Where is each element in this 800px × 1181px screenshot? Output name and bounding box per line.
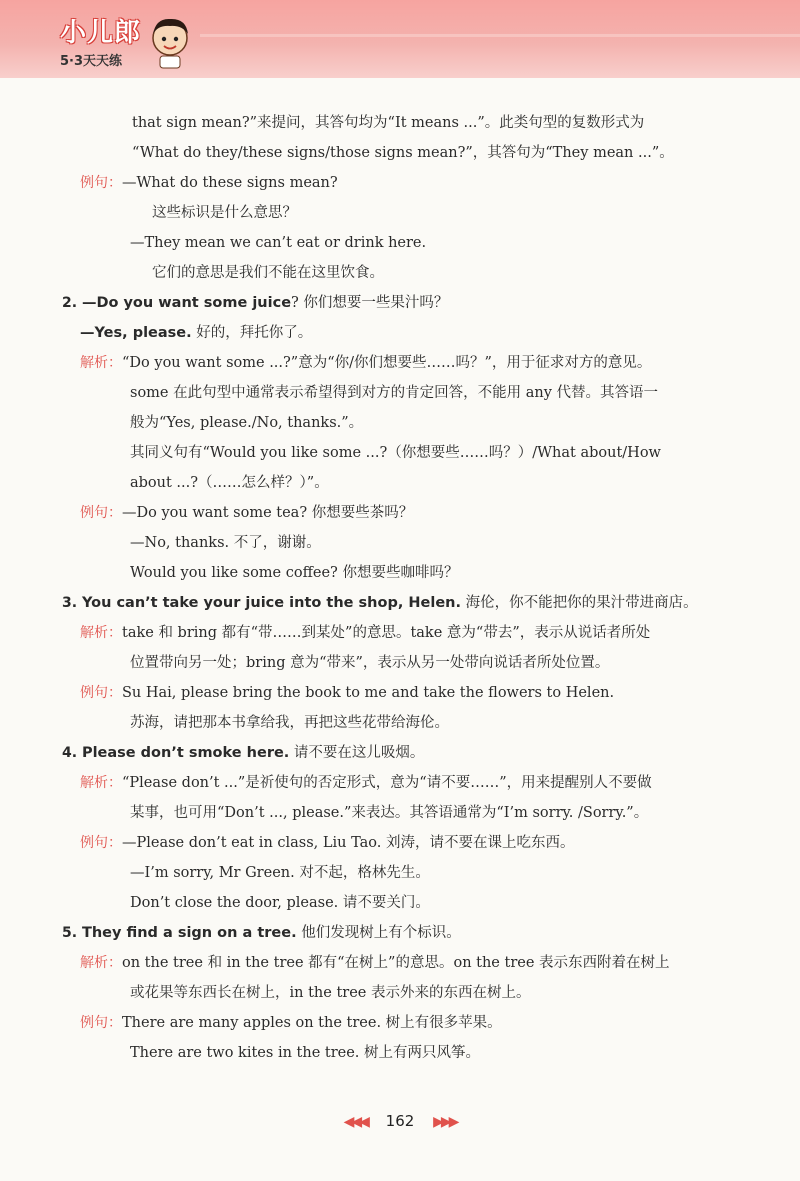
text-line [60,438,770,468]
text-line [60,978,770,1008]
text-line [60,648,770,678]
sentence-english: You can’t take your juice into the shop, Helen. [81,595,461,611]
line-text: —What do these signs mean? [122,175,338,191]
text-line [60,798,770,828]
text-line [60,558,770,588]
item-number: 5. [62,925,82,941]
sentence-english: —Do you want some juice [81,295,292,311]
line-text: about ...?（……怎么样？）”。 [130,475,329,491]
line-text: Don’t close the door, please. 请不要关门。 [130,895,430,911]
text-line [60,1038,770,1068]
line-text: —Do you want some tea? 你想要些茶吗？ [122,505,414,521]
text-line [60,108,770,138]
line-text: “Do you want some ...?”意为“你/你们想要些……吗？”，用于征求对方的意见。 [122,355,652,371]
section-tag-label: 解析： [80,355,122,371]
translation-line [60,258,770,288]
sentence-heading [60,318,770,348]
tagged-line [60,168,770,198]
sentence-heading [60,588,770,618]
page-footer [0,1112,800,1130]
text-line [60,228,770,258]
line-text: —They mean we can’t eat or drink here. [130,235,427,251]
section-tag-label: 例句： [80,835,122,851]
line-text: 这些标识是什么意思？ [152,205,297,221]
sentence-heading [60,738,770,768]
section-tag-label: 例句： [80,175,122,191]
item-number: 3. [62,595,82,611]
line-text: —I’m sorry, Mr Green. 对不起，格林先生。 [130,865,430,881]
line-text: Would you like some coffee? 你想要些咖啡吗？ [130,565,459,581]
sentence-translation: 请不要在这儿吸烟。 [289,745,425,761]
page-header-band [0,0,800,78]
sentence-translation: 好的，拜托你了。 [191,325,313,341]
line-text: take 和 bring 都有“带……到某处”的意思。take 意为“带去”，表示从说话者所处 [122,625,651,641]
line-text: There are many apples on the tree. 树上有很多苹果。 [122,1015,502,1031]
sentence-english: They find a sign on a tree. [81,925,297,941]
line-text: some 在此句型中通常表示希望得到对方的肯定回答，不能用 any 代替。其答语一 [130,385,659,401]
line-text: 某事，也可用“Don’t ..., please.”来表达。其答语通常为“I’m sorry. /Sorry.”。 [130,805,649,821]
tagged-line [60,678,770,708]
line-text: —No, thanks. 不了，谢谢。 [130,535,321,551]
line-text: on the tree 和 in the tree 都有“在树上”的意思。on the tree 表示东西附着在树上 [122,955,670,971]
tagged-line [60,618,770,648]
sentence-translation: ? 你们想要一些果汁吗？ [291,295,449,311]
section-tag-label: 例句： [80,685,122,701]
logo-title: 小儿郎 [60,18,142,48]
sentence-english: —Yes, please. [80,325,192,341]
tagged-line [60,948,770,978]
page-content [60,108,770,1068]
item-number: 4. [62,745,82,761]
tagged-line [60,768,770,798]
text-line [60,888,770,918]
sentence-heading [60,918,770,948]
section-tag-label: 例句： [80,505,122,521]
text-line [60,708,770,738]
section-tag-label: 例句： [80,1015,122,1031]
next-arrows-icon: ▶▶▶ [433,1114,457,1130]
item-number: 2. [62,295,82,311]
text-line [60,468,770,498]
sentence-english: Please don’t smoke here. [81,745,290,761]
line-text: Su Hai, please bring the book to me and take the flowers to Helen. [122,685,615,701]
sentence-translation: 海伦，你不能把你的果汁带进商店。 [460,595,698,611]
text-line [60,138,770,168]
line-text: 或花果等东西长在树上，in the tree 表示外来的东西在树上。 [130,985,531,1001]
tagged-line [60,828,770,858]
section-tag-label: 解析： [80,625,122,641]
tagged-line [60,498,770,528]
tagged-line [60,1008,770,1038]
text-line [60,858,770,888]
text-line [60,378,770,408]
line-text: 它们的意思是我们不能在这里饮食。 [152,265,384,281]
line-text: that sign mean?”来提问，其答句均为“It means ...”。此类句型的复数形式为 [132,115,645,131]
sentence-heading [60,288,770,318]
prev-arrows-icon: ◀◀◀ [343,1114,367,1130]
page-number: 162 [385,1112,415,1130]
line-text: “Please don’t ...”是祈使句的否定形式，意为“请不要……”，用来提醒别人不要做 [122,775,652,791]
line-text: 位置带向另一处；bring 意为“带来”，表示从另一处带向说话者所处位置。 [130,655,610,671]
line-text: 苏海，请把那本书拿给我，再把这些花带给海伦。 [130,715,449,731]
line-text: 般为“Yes, please./No, thanks.”。 [130,415,364,431]
sentence-translation: 他们发现树上有个标识。 [296,925,461,941]
line-text: —Please don’t eat in class, Liu Tao. 刘涛，请不要在课上吃东西。 [122,835,575,851]
tagged-line [60,348,770,378]
line-text: There are two kites in the tree. 树上有两只风筝。 [130,1045,481,1061]
translation-line [60,198,770,228]
header-stripe [200,34,800,37]
text-line [60,528,770,558]
section-tag-label: 解析： [80,955,122,971]
line-text: 其同义句有“Would you like some ...?（你想要些……吗？）/What about/How [130,445,661,461]
section-tag-label: 解析： [80,775,122,791]
line-text: “What do they/these signs/those signs mean?”，其答句为“They mean ...”。 [132,145,674,161]
mascot-boy-icon [146,14,194,70]
text-line [60,408,770,438]
logo-subtitle: 5·3天天练 [60,54,123,69]
